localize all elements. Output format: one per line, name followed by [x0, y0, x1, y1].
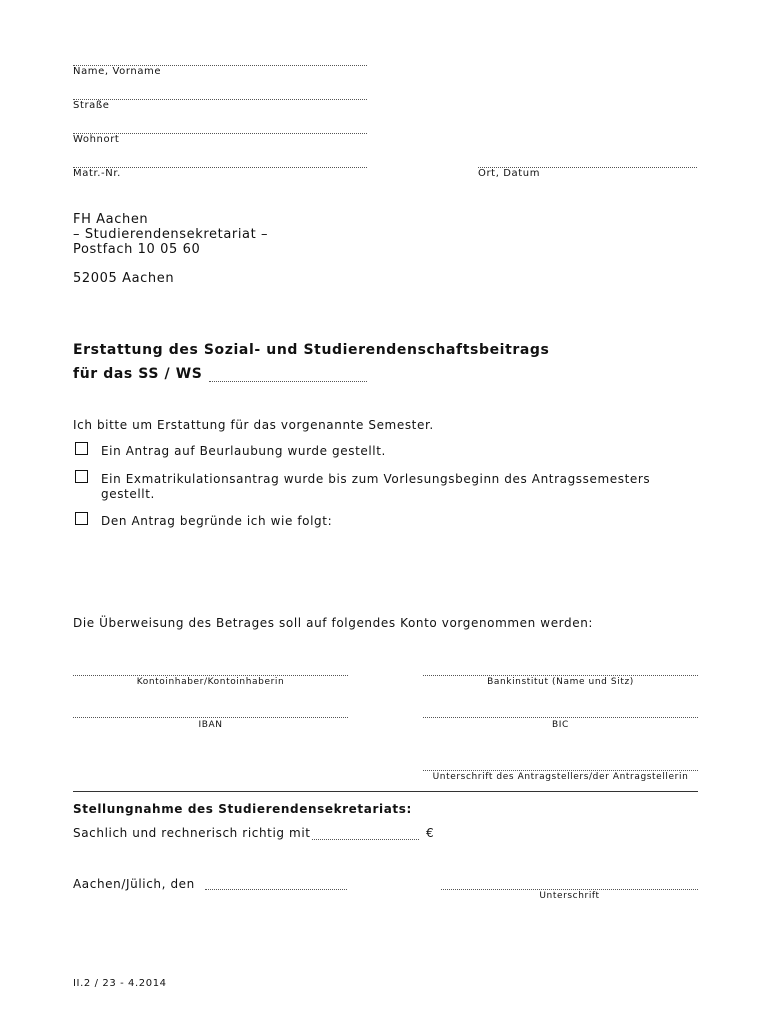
street-label: Straße [73, 100, 110, 111]
account-holder-label: Kontoinhaber/Kontoinhaberin [136, 677, 285, 687]
name-label: Name, Vorname [73, 66, 162, 77]
currency-symbol: € [426, 826, 435, 840]
bic-label: BIC [552, 720, 569, 730]
transfer-text: Die Überweisung des Betrages soll auf folgendes Konto vorgenommen werden: [73, 616, 594, 630]
form-title: Erstattung des Sozial- und Studierendenschaftsbeitrags [73, 342, 550, 358]
semester-label: für das SS / WS [73, 366, 203, 382]
bic-field[interactable] [423, 717, 698, 718]
office-signature-field[interactable] [441, 889, 698, 890]
leave-checkbox[interactable] [75, 442, 88, 455]
applicant-signature-field[interactable] [423, 770, 698, 771]
office-separator [73, 791, 698, 792]
form-footer-code: II.2 / 23 - 4.2014 [73, 978, 167, 989]
office-signature-label: Unterschrift [539, 891, 600, 901]
address-line-1: FH Aachen [73, 212, 149, 227]
residence-label: Wohnort [73, 134, 120, 145]
matr-label: Matr.-Nr. [73, 168, 121, 179]
applicant-signature-label: Unterschrift des Antragstellers/der Antragstellerin [432, 772, 689, 782]
request-text: Ich bitte um Erstattung für das vorgenannte Semester. [73, 418, 434, 432]
account-holder-field[interactable] [73, 675, 348, 676]
amount-field[interactable] [312, 839, 419, 840]
exmatriculation-checkbox[interactable] [75, 470, 88, 483]
bank-institute-field[interactable] [423, 675, 698, 676]
semester-field[interactable] [209, 381, 367, 382]
place-date-label: Ort, Datum [478, 168, 541, 179]
reason-checkbox[interactable] [75, 512, 88, 525]
exmatriculation-option-label-cont: gestellt. [101, 487, 155, 501]
place-text: Aachen/Jülich, den [73, 877, 195, 891]
bank-institute-label: Bankinstitut (Name und Sitz) [487, 677, 634, 687]
address-line-4: 52005 Aachen [73, 271, 175, 286]
office-heading: Stellungnahme des Studierendensekretariats: [73, 802, 412, 816]
correct-text: Sachlich und rechnerisch richtig mit [73, 826, 311, 840]
iban-label: IBAN [198, 720, 223, 730]
address-line-2: – Studierendensekretariat – [73, 227, 269, 242]
reason-option-label: Den Antrag begründe ich wie folgt: [101, 514, 333, 528]
address-line-3: Postfach 10 05 60 [73, 242, 201, 257]
iban-field[interactable] [73, 717, 348, 718]
street-line[interactable] [73, 99, 367, 100]
exmatriculation-option-label: Ein Exmatrikulationsantrag wurde bis zum Vorlesungsbeginn des Antragssemesters [101, 472, 651, 486]
leave-option-label: Ein Antrag auf Beurlaubung wurde gestellt. [101, 444, 386, 458]
office-date-field[interactable] [205, 889, 347, 890]
